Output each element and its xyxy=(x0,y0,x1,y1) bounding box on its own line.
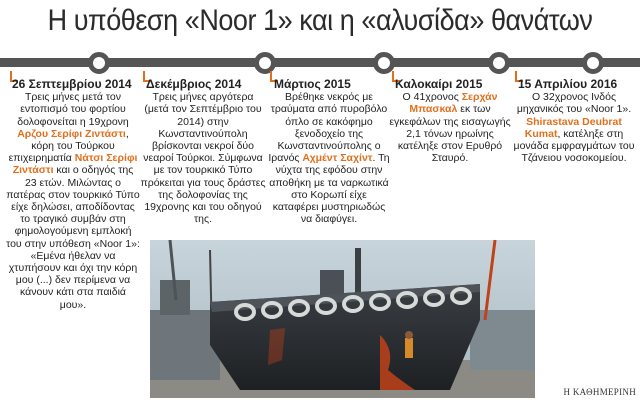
event-text-segment: και ο οδηγός της 23 ετών. Μιλώντας ο πατέρας στον τουρκικό Τύπο είχε δηλώσει, αποδίδοντας το τραγικό συμβάν στη φημολογούμενη εμπλοκή του στην υπόθεση «Noor 1»: «Εμένα ήθελαν να χτυπήσουν και όχι την κόρη μου (...) δεν περίμενα να κάνουν κάτι στα παιδιά μου». xyxy=(6,164,140,311)
source-credit: Η ΚΑΘΗΜΕΡΙΝΗ xyxy=(563,387,636,397)
ship-mast xyxy=(355,248,361,298)
ship-photo xyxy=(150,240,535,398)
event-3 xyxy=(268,78,390,225)
event-text-segment: , κόρη του Τούρκου επιχειρηματία xyxy=(8,127,129,165)
event-text xyxy=(512,91,636,164)
event-date: Καλοκαίρι 2015 xyxy=(395,77,483,91)
timeline-node-2 xyxy=(254,52,276,74)
event-text xyxy=(6,91,140,311)
background-building xyxy=(150,310,220,380)
event-date: Δεκέμβριος 2014 xyxy=(146,77,242,91)
event-date: 26 Σεπτεμβρίου 2014 xyxy=(12,77,132,91)
highlighted-name: Αρζου Σερίφι Ζιντάστι xyxy=(17,127,126,140)
event-text xyxy=(140,91,266,225)
event-date: Μάρτιος 2015 xyxy=(274,77,351,91)
timeline-node-5 xyxy=(582,52,604,74)
timeline-node-4 xyxy=(488,52,510,74)
highlighted-name: Νάτσι Σερίφι Ζιντάστι xyxy=(12,152,138,177)
event-text-segment: , κατέληξε στη μονάδα εμφραγμάτων του Τζάνειου νοσοκομείου. xyxy=(513,127,635,165)
page-title: Η υπόθεση «Noor 1» και η «αλυσίδα» θανάτων xyxy=(47,4,593,37)
event-text-segment: Ο 32χρονος Ινδός μηχανικός του «Noor 1». xyxy=(516,91,632,116)
event-2 xyxy=(140,78,266,225)
event-text-segment: Ο 41χρονος xyxy=(402,91,462,104)
ship-illustration xyxy=(150,240,535,398)
event-text-segment: Τρεις μήνες μετά τον εντοπισμό του φορτίου δολοφονείται η 19χρονη xyxy=(17,91,129,128)
worker-head xyxy=(405,331,413,339)
event-5 xyxy=(512,78,636,164)
event-text xyxy=(268,91,390,225)
highlighted-name: Αχμέντ Σαχίντ xyxy=(302,152,373,165)
event-text-segment: Τρεις μήνες αργότερα (μετά τον Σεπτέμβριο του 2014) στην Κωνσταντινούπολη βρίσκονται νεκροί δύο νεαροί Τούρκοι. Σύμφωνα με τον τουρκικό Τύπο πρόκειται για τους δράστες της δολοφονίας της 19χρονης και του οδηγού της. xyxy=(140,91,266,226)
event-text-segment: . Τη νύχτα της εφόδου στην αποθήκη με τα ναρκωτικά στο Κορωπί είχε καταφέρει μυστηριωδώς να διαφύγει. xyxy=(269,152,390,226)
event-1 xyxy=(6,78,140,311)
timeline-node-1 xyxy=(88,52,110,74)
worker-figure xyxy=(405,338,413,358)
mast-post xyxy=(320,270,344,295)
highlighted-name: Shirastava Deubrat Kumat xyxy=(524,115,622,140)
highlighted-name: Σερχάν Μπασκαλ xyxy=(409,91,498,116)
event-text xyxy=(389,91,511,164)
event-4 xyxy=(389,78,511,164)
event-text-segment: εκ των εγκεφάλων της εισαγωγής 2,1 τόνων ηρωίνης κατέληξε στον Ερυθρό Σταυρό. xyxy=(389,103,511,165)
event-text-segment: Βρέθηκε νεκρός με τραύματα από πυροβόλο όπλο σε κακόφημο ξενοδοχείο της Κωνσταντινούπολης ο Ιρανός xyxy=(268,91,388,165)
event-date: 15 Απριλίου 2016 xyxy=(518,77,618,91)
